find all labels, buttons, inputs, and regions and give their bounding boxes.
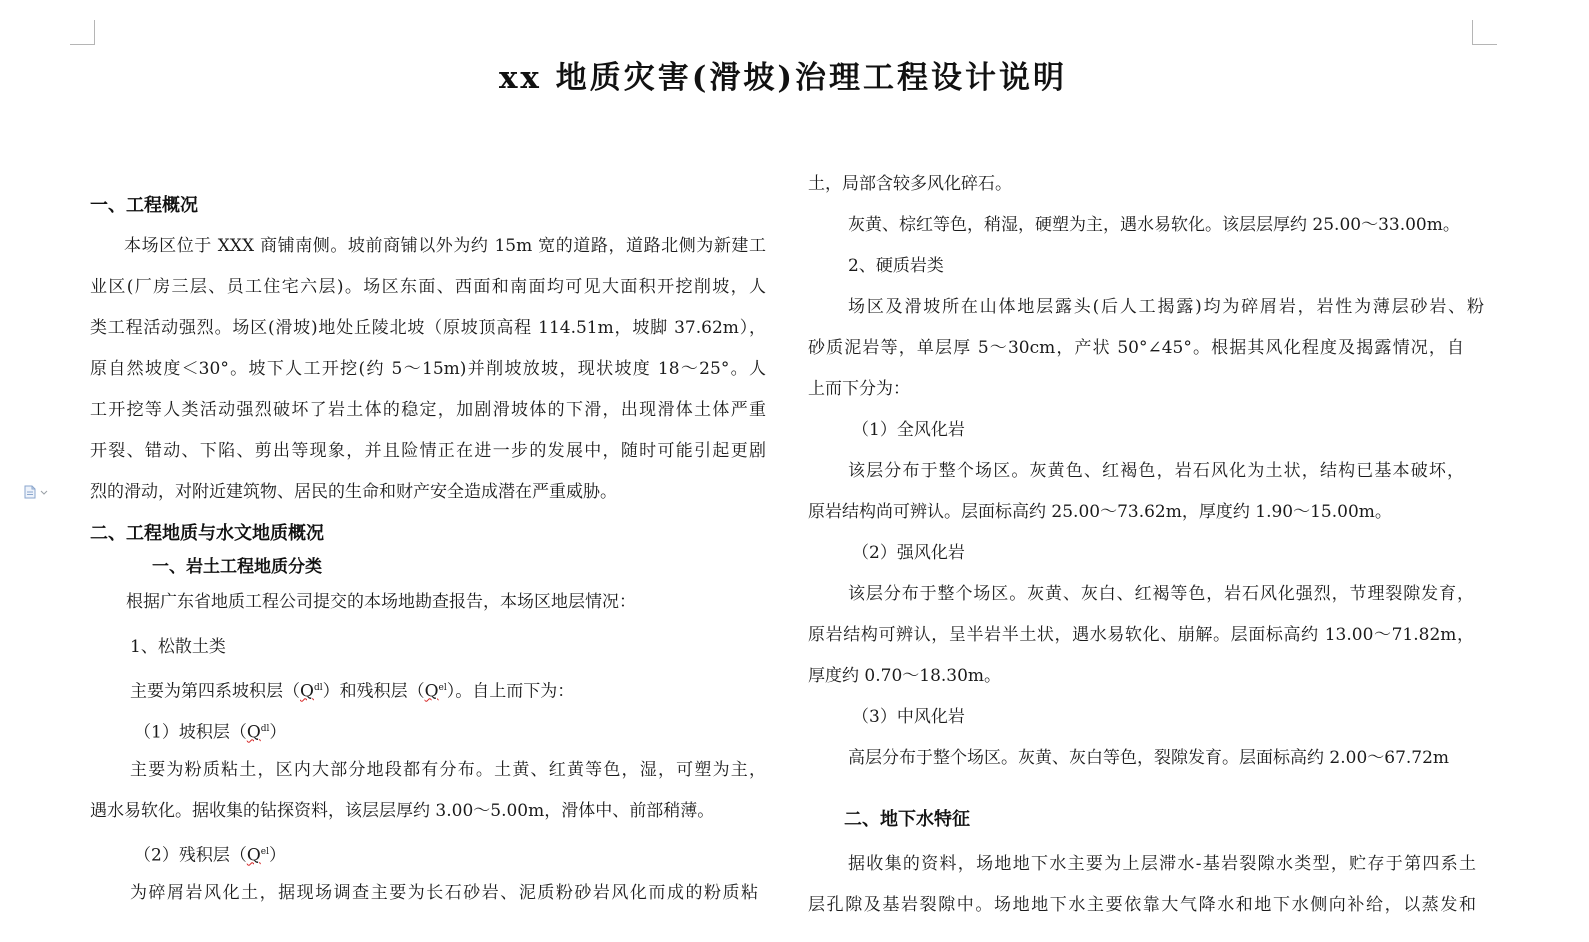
section-heading-groundwater: 二、地下水特征 [844, 809, 970, 830]
paragraph-line: 据收集的资料，场地地下水主要为上层滞水-基岩裂隙水类型，贮存于第四系土 [848, 854, 1476, 874]
paragraph-line: 该层分布于整个场区。灰黄色、红褐色，岩石风化为土状，结构已基本破坏， [848, 461, 1464, 481]
paragraph-line: 原岩结构尚可辨认。层面标高约 25.00～73.62m，厚度约 1.90～15.00m。 [808, 502, 1392, 522]
paragraph-line: 为碎屑岩风化土，据现场调查主要为长石砂岩、泥质粉砂岩风化而成的粉质粘 [130, 883, 758, 903]
paragraph-line: 业区(厂房三层、员工住宅六层)。场区东面、西面和南面均可见大面积开挖削坡，人 [90, 277, 766, 297]
paragraph-line: 遇水易软化。据收集的钻探资料，该层层厚约 3.00～5.00m，滑体中、前部稍薄。 [90, 801, 715, 821]
paragraph-line: 土，局部含较多风化碎石。 [808, 174, 1012, 194]
paragraph-line: 高层分布于整个场区。灰黄、灰白等色，裂隙发育。层面标高约 2.00～67.72m [848, 748, 1450, 768]
section-heading-geology: 二、工程地质与水文地质概况 [90, 523, 324, 544]
paragraph-line: 类工程活动强烈。场区(滑坡)地处丘陵北坡（原坡顶高程 114.51m，坡脚 37.62m）， [90, 318, 766, 338]
paragraph-line: 本场区位于 XXX 商铺南侧。坡前商铺以外为约 15m 宽的道路，道路北侧为新建工 [124, 236, 766, 256]
main-types-line: 主要为第四系坡积层$(Q^{dl})$和残积层$(Q^{el})$。自上而下为： [130, 681, 575, 702]
crop-mark-top-left [70, 20, 95, 45]
section-heading-overview: 一、工程概况 [90, 195, 198, 216]
paragraph-line: 工开挖等人类活动强烈破坏了岩土体的稳定，加剧滑坡体的下滑，出现滑体土体严重 [90, 400, 766, 420]
medium-weathered-title: （3）中风化岩 [852, 707, 965, 727]
paragraph-line: 灰黄、棕红等色，稍湿，硬塑为主，遇水易软化。该层层厚约 25.00～33.00m。 [848, 215, 1460, 235]
strong-weathered-title: （2）强风化岩 [852, 543, 965, 563]
document-paragraph-icon[interactable] [22, 484, 52, 498]
document-title: xx 地质灾害(滑坡)治理工程设计说明 [498, 60, 1068, 96]
paragraph-line: 原岩结构可辨认，呈半岩半土状，遇水易软化、崩解。层面标高约 13.00～71.82m， [808, 625, 1474, 645]
loose-soil-title: 1、松散土类 [130, 637, 226, 657]
paragraph-line: 层孔隙及基岩裂隙中。场地地下水主要依靠大气降水和地下水侧向补给，以蒸发和 [808, 895, 1476, 915]
paragraph-line: 上而下分为： [808, 379, 910, 399]
subsection-heading-classification: 一、岩土工程地质分类 [152, 557, 322, 577]
paragraph-line: 厚度约 0.70～18.30m。 [808, 666, 1002, 686]
paragraph-line: 主要为粉质粘土，区内大部分地段都有分布。土黄、红黄等色，湿，可塑为主， [130, 760, 766, 780]
report-line: 根据广东省地质工程公司提交的本场地勘查报告，本场区地层情况： [126, 592, 636, 612]
crop-mark-top-right [1472, 20, 1497, 45]
slope-layer-title: （1）坡积层$(Q^{dl})$ [134, 722, 287, 743]
paragraph-line: 场区及滑坡所在山体地层露头(后人工揭露)均为碎屑岩，岩性为薄层砂岩、粉 [848, 297, 1484, 317]
full-weathered-title: （1）全风化岩 [852, 420, 965, 440]
paragraph-line: 开裂、错动、下陷、剪出等现象，并且险情正在进一步的发展中，随时可能引起更剧 [90, 441, 766, 461]
hard-rock-title: 2、硬质岩类 [848, 256, 944, 276]
paragraph-line: 砂质泥岩等，单层厚 5～30cm，产状 50°∠45°。根据其风化程度及揭露情况，自 [808, 338, 1464, 358]
paragraph-line: 原自然坡度＜30°。坡下人工开挖(约 5～15m)并削坡放坡，现状坡度 18～25°。人 [90, 359, 766, 379]
paragraph-line: 该层分布于整个场区。灰黄、灰白、红褐等色，岩石风化强烈，节理裂隙发育， [848, 584, 1474, 604]
paragraph-line: 烈的滑动，对附近建筑物、居民的生命和财产安全造成潜在严重威胁。 [90, 482, 617, 502]
residual-layer-title: （2）残积层$(Q^{el})$ [134, 845, 286, 866]
